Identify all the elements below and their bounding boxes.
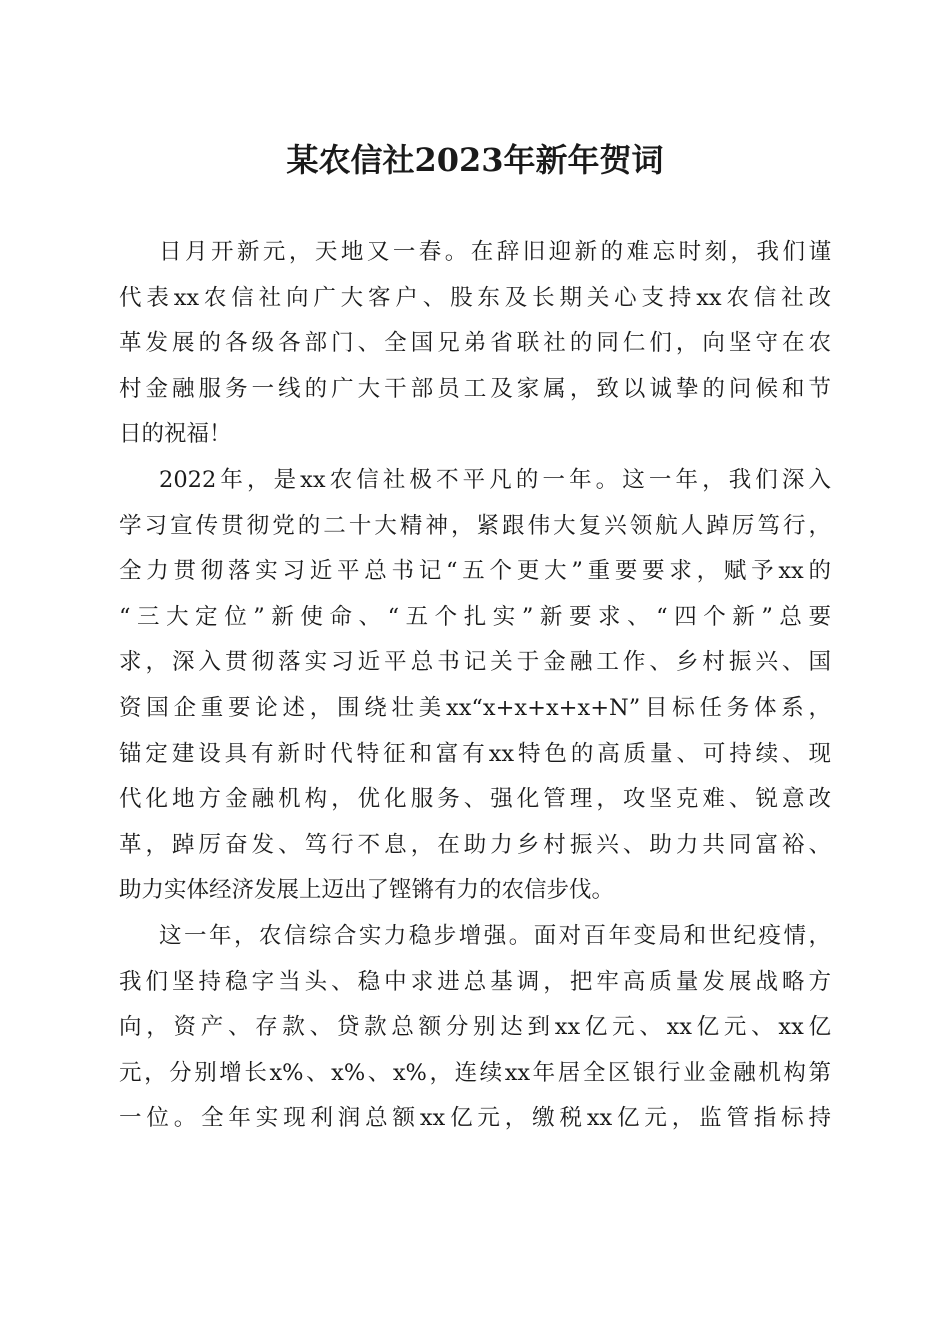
- paragraph-2-line-5: 求，深入贯彻落实习近平总书记关于金融工作、乡村振兴、国: [119, 649, 831, 676]
- paragraph-3-line-3: 向，资产、存款、贷款总额分别达到xx亿元、xx亿元、xx亿: [119, 1014, 831, 1041]
- paragraph-2-line-2: 学习宣传贯彻党的二十大精神，紧跟伟大复兴领航人踔厉笃行，: [119, 512, 831, 539]
- document-body: [119, 230, 831, 1142]
- paragraph-1-line-4: 村金融服务一线的广大干部员工及家属，致以诚挚的问候和节: [119, 375, 831, 402]
- paragraph-3-line-5: 一位。全年实现利润总额xx亿元，缴税xx亿元，监管指标持: [119, 1105, 831, 1132]
- paragraph-1-line-1: 日月开新元，天地又一春。在辞旧迎新的难忘时刻，我们谨: [159, 239, 831, 265]
- paragraph-2-line-8: 代化地方金融机构，优化服务、强化管理，攻坚克难、锐意改: [119, 786, 831, 813]
- paragraph-3-line-2: 我们坚持稳字当头、稳中求进总基调，把牢高质量发展战略方: [119, 968, 831, 995]
- paragraph-2-line-7: 锚定建设具有新时代特征和富有xx特色的高质量、可持续、现: [119, 740, 831, 767]
- document-title: 某农信社2023年新年贺词: [286, 141, 664, 179]
- paragraph-2-line-10: 助力实体经济发展上迈出了铿锵有力的农信步伐。: [119, 877, 615, 904]
- paragraph-2-line-1: 2022年，是xx农信社极不平凡的一年。这一年，我们深入: [159, 466, 831, 493]
- paragraph-2-line-4: “三大定位”新使命、“五个扎实”新要求、“四个新”总要: [119, 603, 831, 630]
- paragraph-2-line-6: 资国企重要论述，围绕壮美xx“x+x+x+x+N”目标任务体系，: [119, 694, 831, 721]
- paragraph-2-line-3: 全力贯彻落实习近平总书记“五个更大”重要要求，赋予xx的: [119, 558, 831, 585]
- paragraph-2-line-9: 革，踔厉奋发、笃行不息，在助力乡村振兴、助力共同富裕、: [119, 831, 831, 858]
- paragraph-3-line-1: 这一年，农信综合实力稳步增强。面对百年变局和世纪疫情，: [159, 922, 831, 949]
- paragraph-3-line-4: 元，分别增长x%、x%、x%，连续xx年居全区银行业金融机构第: [119, 1059, 831, 1086]
- paragraph-1-line-5: 日的祝福！: [119, 421, 232, 448]
- paragraph-1-line-3: 革发展的各级各部门、全国兄弟省联社的同仁们，向坚守在农: [119, 330, 831, 357]
- paragraph-1-line-2: 代表xx农信社向广大客户、股东及长期关心支持xx农信社改: [119, 284, 831, 311]
